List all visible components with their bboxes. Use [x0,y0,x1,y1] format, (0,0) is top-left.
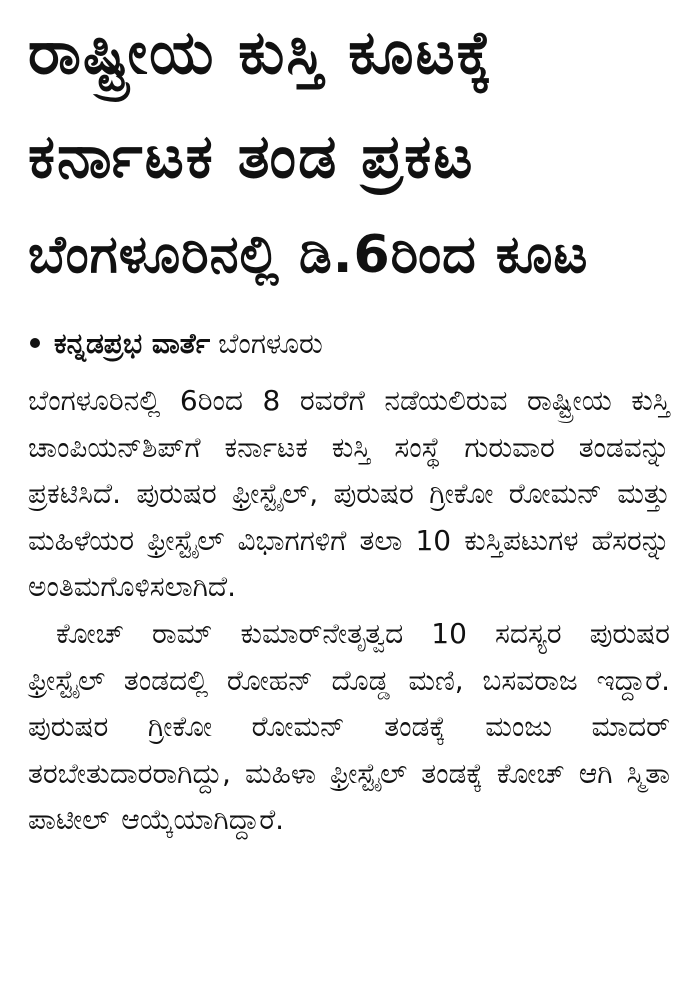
headline-line-2: ಕರ್ನಾಟಕ ತಂಡ ಪ್ರಕಟ [28,122,475,192]
byline-place: ಬೆಂಗಳೂರು [218,327,323,360]
paragraph-2: ಕೋಚ್ ರಾಮ್ ಕುಮಾರ್‌ನೇತೃತ್ವದ 10 ಸದಸ್ಯರ ಪುರುಷರ ಫ್ರೀಸ್ಟೈಲ್ ತಂಡದಲ್ಲಿ ರೋಹನ್ ದೊಡ್ಡ ಮಣಿ, ಬಸವರಾಜ ಇದ್ದಾರೆ. ಪುರುಷರ ಗ್ರೀಕೋ ರೋಮನ್ ತಂಡಕ್ಕೆ ಮಂಜು ಮಾದರ್ ತರಬೇತುದಾರರಾಗಿದ್ದು, ಮಹಿಳಾ ಫ್ರೀಸ್ಟೈಲ್ ತಂಡಕ್ಕೆ ಕೋಚ್ ಆಗಿ ಸ್ಮಿತಾ ಪಾಟೀಲ್ ಆಯ್ಕೆಯಾಗಿದ್ದಾರೆ. [28,616,670,837]
byline [30,320,323,368]
headline-line-1: ರಾಷ್ಟ್ರೀಯ ಕುಸ್ತಿ ಕೂಟಕ್ಕೆ [28,18,494,88]
article-body [28,378,670,844]
paragraph-1: ಬೆಂಗಳೂರಿನಲ್ಲಿ 6ರಿಂದ 8 ರವರೆಗೆ ನಡೆಯಲಿರುವ ರಾಷ್ಟ್ರೀಯ ಕುಸ್ತಿ ಚಾಂಪಿಯನ್‌ಶಿಪ್‌ಗೆ ಕರ್ನಾಟಕ ಕುಸ್ತಿ ಸಂಸ್ಥೆ ಗುರುವಾರ ತಂಡವನ್ನು ಪ್ರಕಟಿಸಿದೆ. ಪುರುಷರ ಫ್ರೀಸ್ಟೈಲ್, ಪುರುಷರ ಗ್ರೀಕೋ ರೋಮನ್ ಮತ್ತು ಮಹಿಳೆಯರ ಫ್ರೀಸ್ಟೈಲ್ ವಿಭಾಗಗಳಿಗೆ ತಲಾ 10 ಕುಸ್ತಿಪಟುಗಳ ಹೆಸರನ್ನು ಅಂತಿಮಗೊಳಿಸಲಾಗಿದೆ. [28,384,670,604]
bullet-icon [30,338,40,348]
byline-agency: ಕನ್ನಡಪ್ರಭ ವಾರ್ತೆ [54,327,211,360]
subheadline: ಬೆಂಗಳೂರಿನಲ್ಲಿ ಡಿ.6ರಿಂದ ಕೂಟ [28,225,589,285]
